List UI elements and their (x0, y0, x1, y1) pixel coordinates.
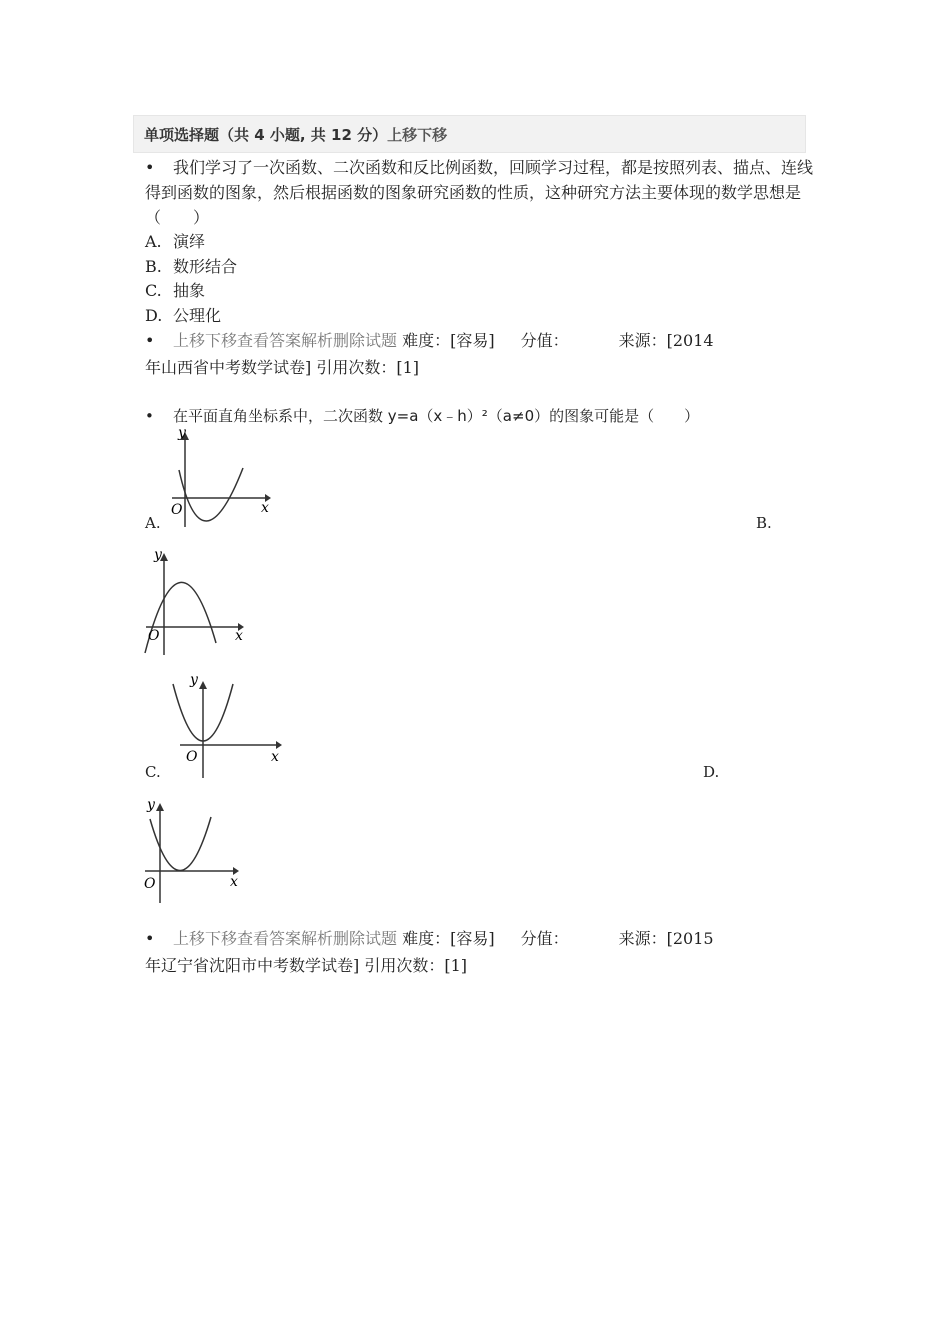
option-c-label[interactable]: C. (145, 763, 161, 781)
option-d[interactable]: D. 公理化 (145, 305, 222, 325)
option-a-graph[interactable] (165, 424, 275, 534)
option-d-label[interactable]: D. (703, 763, 720, 781)
x-axis-label: x (235, 628, 243, 644)
option-b-label[interactable]: B. (756, 514, 772, 532)
y-axis-label: y (154, 547, 162, 563)
question-actions[interactable]: 上移下移查看答案解析删除试题 (173, 929, 398, 948)
difficulty: 难度：[容易] (402, 331, 495, 350)
difficulty: 难度：[容易] (402, 929, 495, 948)
option-a[interactable]: A. 演绎 (145, 232, 206, 251)
bullet: • (145, 929, 155, 948)
question-2-meta (145, 925, 805, 979)
question-1 (145, 155, 815, 230)
origin-label: O (144, 876, 156, 892)
origin-label: O (148, 628, 160, 644)
question-1-text: 我们学习了一次函数、二次函数和反比例函数，回顾学习过程，都是按照列表、描点、连线得到函数的图象，然后根据函数的图象研究函数的性质，这种研究方法主要体现的数学思想是（ ） (145, 158, 814, 227)
section-header (133, 115, 806, 153)
source: 来源：[2015 (618, 929, 714, 948)
x-axis-label: x (230, 874, 238, 890)
x-axis-label: x (261, 500, 269, 516)
origin-label: O (186, 749, 198, 765)
option-b-graph[interactable] (142, 545, 257, 660)
score: 分值： (520, 331, 569, 350)
origin-label: O (171, 502, 183, 518)
y-axis-label: y (147, 797, 155, 813)
y-axis-label: y (190, 672, 198, 688)
source: 来源：[2014 (618, 331, 714, 350)
section-move-link[interactable]: 上移下移 (387, 126, 448, 144)
option-a-label[interactable]: A. (145, 514, 161, 532)
question-actions[interactable]: 上移下移查看答案解析删除试题 (173, 331, 398, 350)
option-d-graph[interactable] (141, 795, 251, 907)
option-c-graph[interactable] (166, 668, 291, 783)
option-c[interactable]: C. 抽象 (145, 281, 206, 300)
bullet: • (145, 158, 155, 177)
score: 分值： (520, 929, 569, 948)
source-continued: 年山西省中考数学试卷] 引用次数：[1] (145, 358, 419, 377)
option-b[interactable]: B. 数形结合 (145, 256, 238, 276)
bullet: • (145, 407, 154, 425)
y-axis-label: y (178, 425, 186, 441)
section-title: 单项选择题（共 4 小题, 共 12 分） (144, 126, 388, 144)
x-axis-label: x (271, 749, 279, 765)
question-2-text: 在平面直角坐标系中，二次函数 y=a（x﹣h）²（a≠0）的图象可能是（ ） (173, 407, 700, 425)
question-1-options (145, 230, 237, 328)
question-1-meta (145, 327, 805, 381)
bullet: • (145, 331, 155, 350)
source-continued: 年辽宁省沈阳市中考数学试卷] 引用次数：[1] (145, 956, 467, 975)
